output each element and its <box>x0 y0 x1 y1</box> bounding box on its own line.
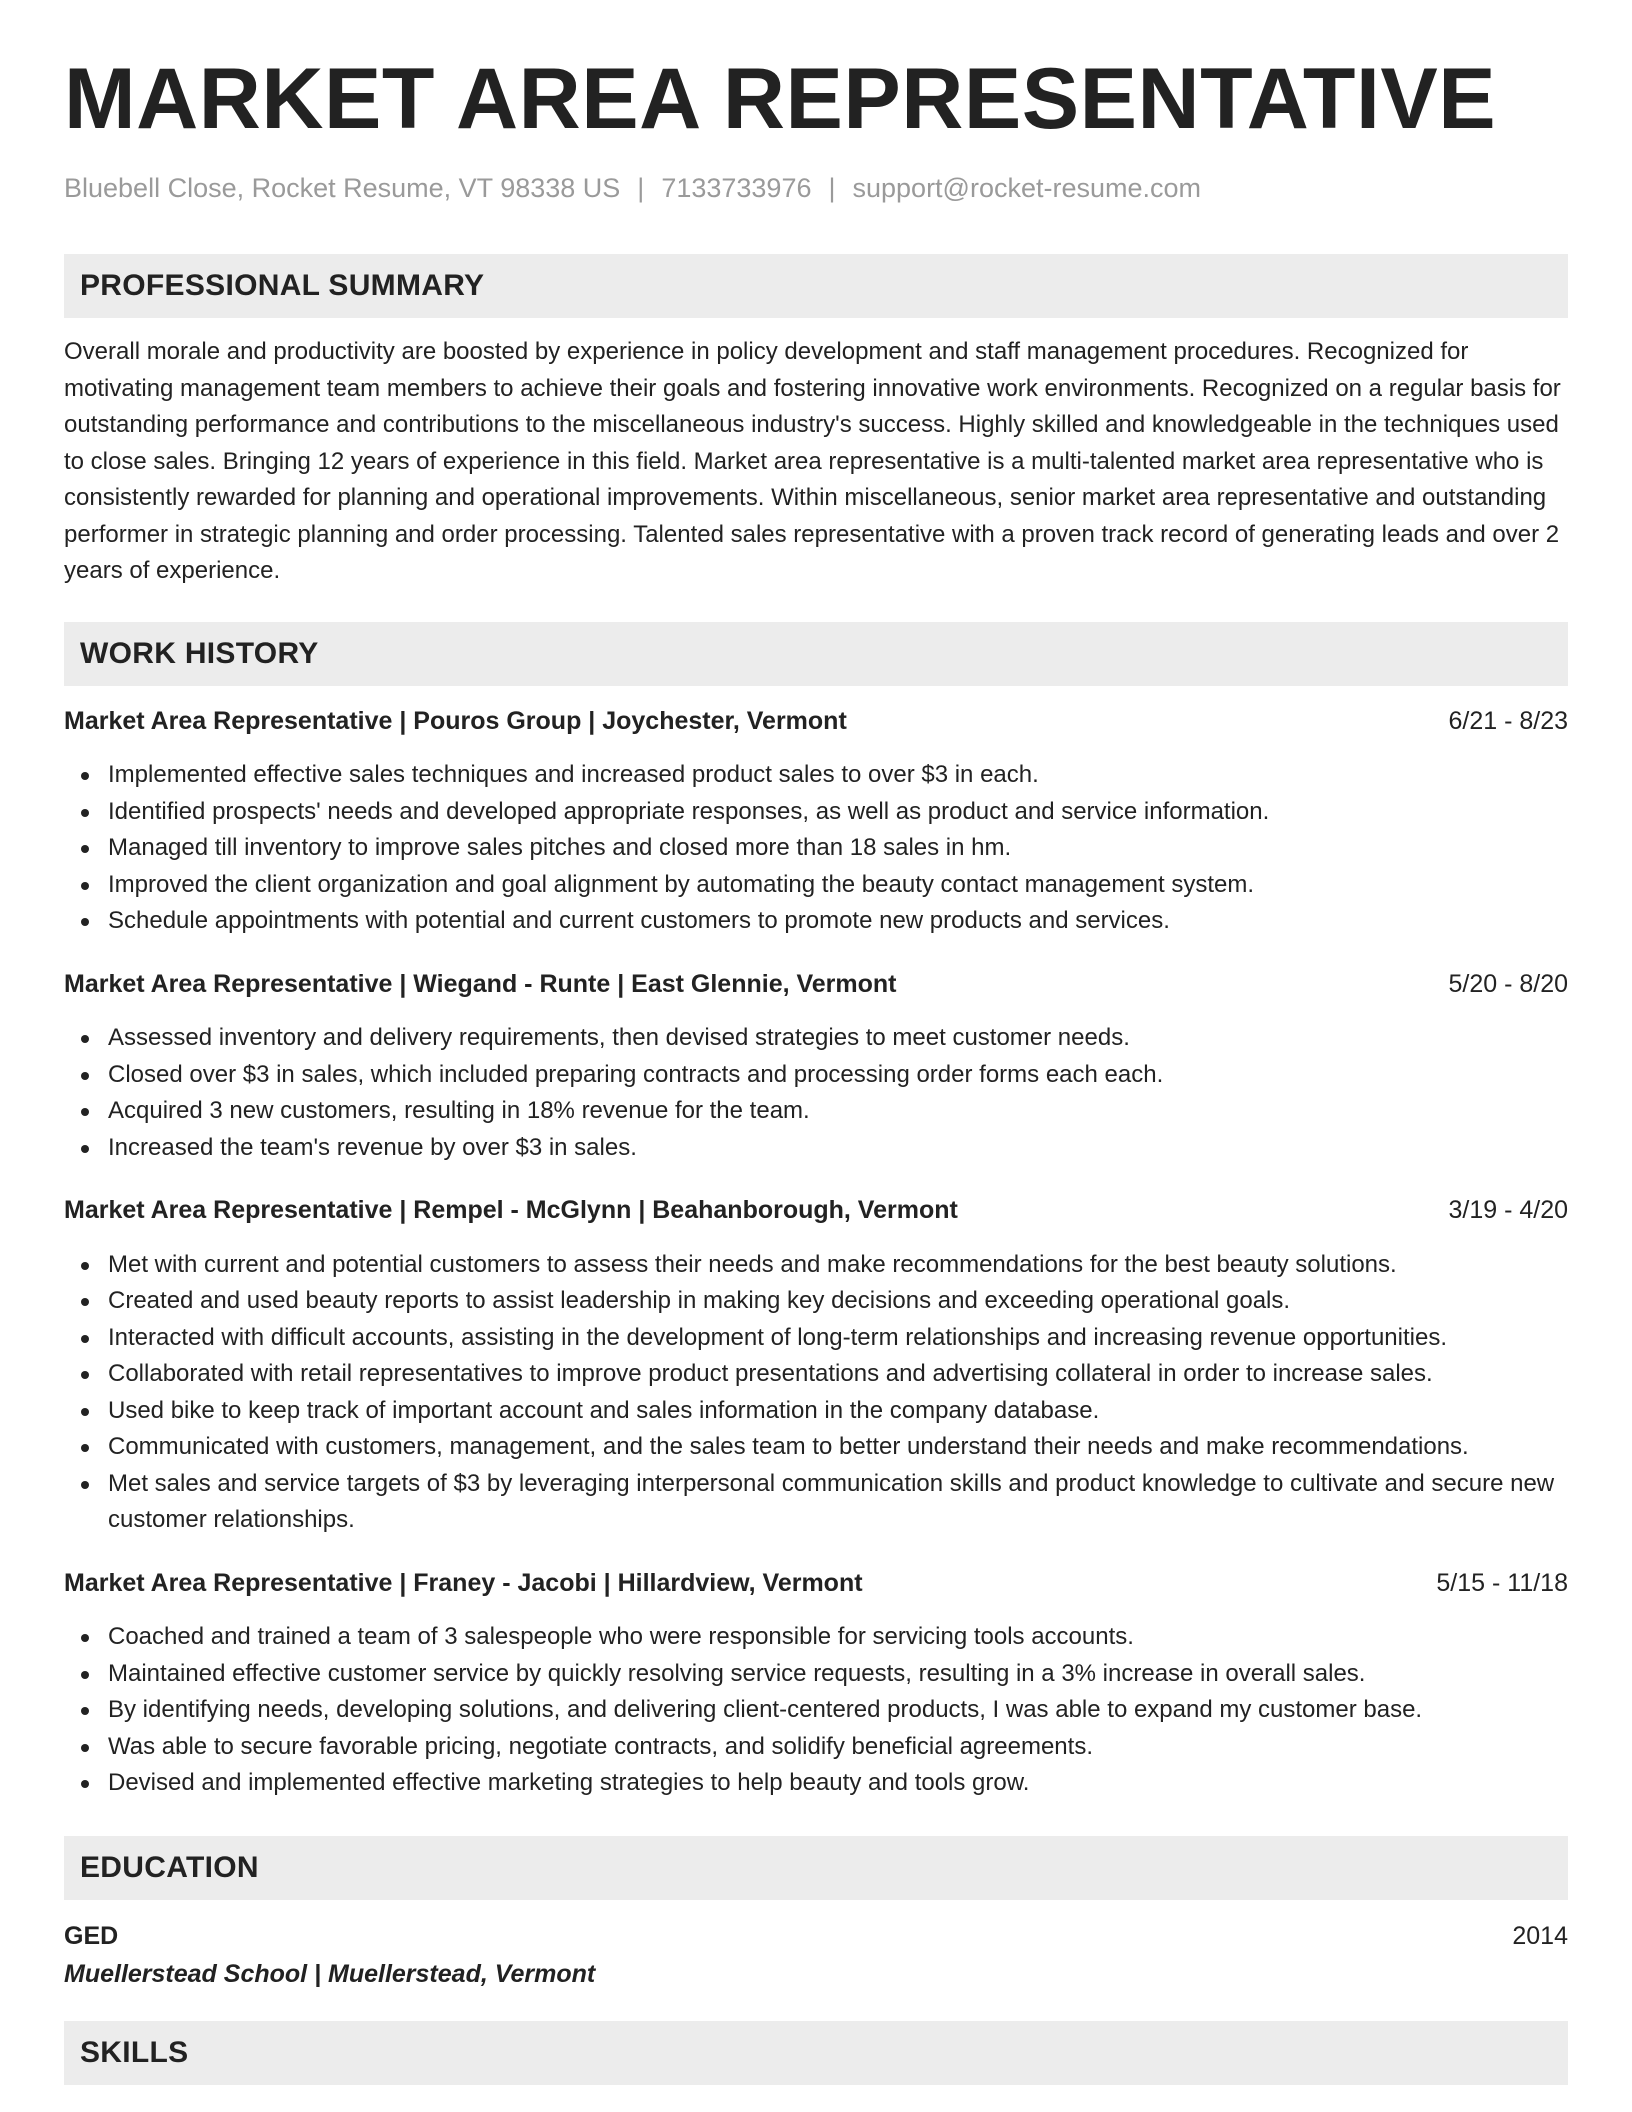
job-header <box>64 968 1568 1001</box>
list-item: Interacted with difficult accounts, assisting in the development of long-term relationships and increasing revenue opportunities. <box>108 1320 1568 1357</box>
job-title: Market Area Representative | Pouros Group | Joychester, Vermont <box>64 706 847 735</box>
list-item: Was able to secure favorable pricing, negotiate contracts, and solidify beneficial agreements. <box>108 1729 1568 1766</box>
education-header <box>64 1920 1568 1953</box>
contact-email: support@rocket-resume.com <box>852 173 1202 203</box>
candidate-name: MARKET AREA REPRESENTATIVE <box>64 51 1497 147</box>
list-item: Collaborated with retail representatives to improve product presentations and advertising collateral in order to increase sales. <box>108 1356 1568 1393</box>
list-item: Improved the client organization and goal alignment by automating the beauty contact management system. <box>108 867 1568 904</box>
list-item: By identifying needs, developing solutions, and delivering client-centered products, I was able to expand my customer base. <box>108 1692 1568 1729</box>
education-entry <box>64 1920 1568 1990</box>
list-item: Implemented effective sales techniques and increased product sales to over $3 in each. <box>108 757 1568 794</box>
list-item: Coached and trained a team of 3 salespeople who were responsible for servicing tools accounts. <box>108 1619 1568 1656</box>
job-title: Market Area Representative | Wiegand - Runte | East Glennie, Vermont <box>64 969 897 998</box>
list-item: Communicated with customers, management, and the sales team to better understand their needs and make recommendations. <box>108 1429 1568 1466</box>
list-item: Identified prospects' needs and developed appropriate responses, as well as product and service information. <box>108 794 1568 831</box>
list-item: Schedule appointments with potential and current customers to promote new products and services. <box>108 903 1568 940</box>
education-degree: GED <box>64 1921 119 1950</box>
job-entry <box>64 1194 1568 1539</box>
job-bullets <box>64 1619 1568 1802</box>
list-item: Met sales and service targets of $3 by leveraging interpersonal communication skills and product knowledge to cultivate and secure new customer relationships. <box>108 1466 1568 1539</box>
summary-paragraph: Overall morale and productivity are boosted by experience in policy development and staff management procedures. Recognized for motivating management team members to achieve their goals and fostering innovative work environments. Recognized on a regular basis for outstanding performance and contributions to the miscellaneous industry's success. Highly skilled and knowledgeable in the techniques used to close sales. Bringing 12 years of experience in this field. Market area representative is a multi-talented market area representative who is consistently rewarded for planning and operational improvements. Within miscellaneous, senior market area representative and outstanding performer in strategic planning and order processing. Talented sales representative with a proven track record of generating leads and over 2 years of experience. <box>64 338 1561 585</box>
list-item: Maintained effective customer service by quickly resolving service requests, resulting in a 3% increase in overall sales. <box>108 1656 1568 1693</box>
education-year: 2014 <box>1512 1921 1568 1950</box>
list-item: Assessed inventory and delivery requirements, then devised strategies to meet customer needs. <box>108 1020 1568 1057</box>
job-title: Market Area Representative | Rempel - McGlynn | Beahanborough, Vermont <box>64 1196 958 1225</box>
contact-line <box>64 172 1568 204</box>
job-bullets <box>64 757 1568 940</box>
job-dates: 6/21 - 8/23 <box>1448 706 1568 735</box>
job-bullets <box>64 1247 1568 1539</box>
job-dates: 5/20 - 8/20 <box>1448 969 1568 998</box>
contact-separator: | <box>828 173 836 203</box>
contact-separator: | <box>637 173 645 203</box>
list-item: Used bike to keep track of important account and sales information in the company database. <box>108 1393 1568 1430</box>
job-header <box>64 1567 1568 1600</box>
section-header-education: EDUCATION <box>64 1836 1568 1900</box>
education-school: Muellerstead School | Muellerstead, Vermont <box>64 1960 596 1989</box>
job-title: Market Area Representative | Franey - Jacobi | Hillardview, Vermont <box>64 1568 863 1597</box>
section-header-skills: SKILLS <box>64 2021 1568 2085</box>
section-header-work-history: WORK HISTORY <box>64 622 1568 686</box>
job-entry <box>64 968 1568 1167</box>
list-item: Managed till inventory to improve sales pitches and closed more than 18 sales in hm. <box>108 830 1568 867</box>
job-header <box>64 1194 1568 1227</box>
list-item: Met with current and potential customers to assess their needs and make recommendations for the best beauty solutions. <box>108 1247 1568 1284</box>
list-item: Acquired 3 new customers, resulting in 18% revenue for the team. <box>108 1093 1568 1130</box>
list-item: Created and used beauty reports to assist leadership in making key decisions and exceeding operational goals. <box>108 1283 1568 1320</box>
contact-address: Bluebell Close, Rocket Resume, VT 98338 US <box>64 173 621 203</box>
contact-phone: 7133733976 <box>661 173 812 203</box>
list-item: Increased the team's revenue by over $3 in sales. <box>108 1130 1568 1167</box>
list-item: Devised and implemented effective marketing strategies to help beauty and tools grow. <box>108 1765 1568 1802</box>
job-dates: 5/15 - 11/18 <box>1436 1568 1568 1597</box>
job-bullets <box>64 1020 1568 1166</box>
job-header <box>64 705 1568 738</box>
list-item: Closed over $3 in sales, which included preparing contracts and processing order forms each each. <box>108 1057 1568 1094</box>
job-entry <box>64 1567 1568 1802</box>
section-header-summary: PROFESSIONAL SUMMARY <box>64 254 1568 318</box>
job-entry <box>64 705 1568 940</box>
job-dates: 3/19 - 4/20 <box>1448 1196 1568 1225</box>
